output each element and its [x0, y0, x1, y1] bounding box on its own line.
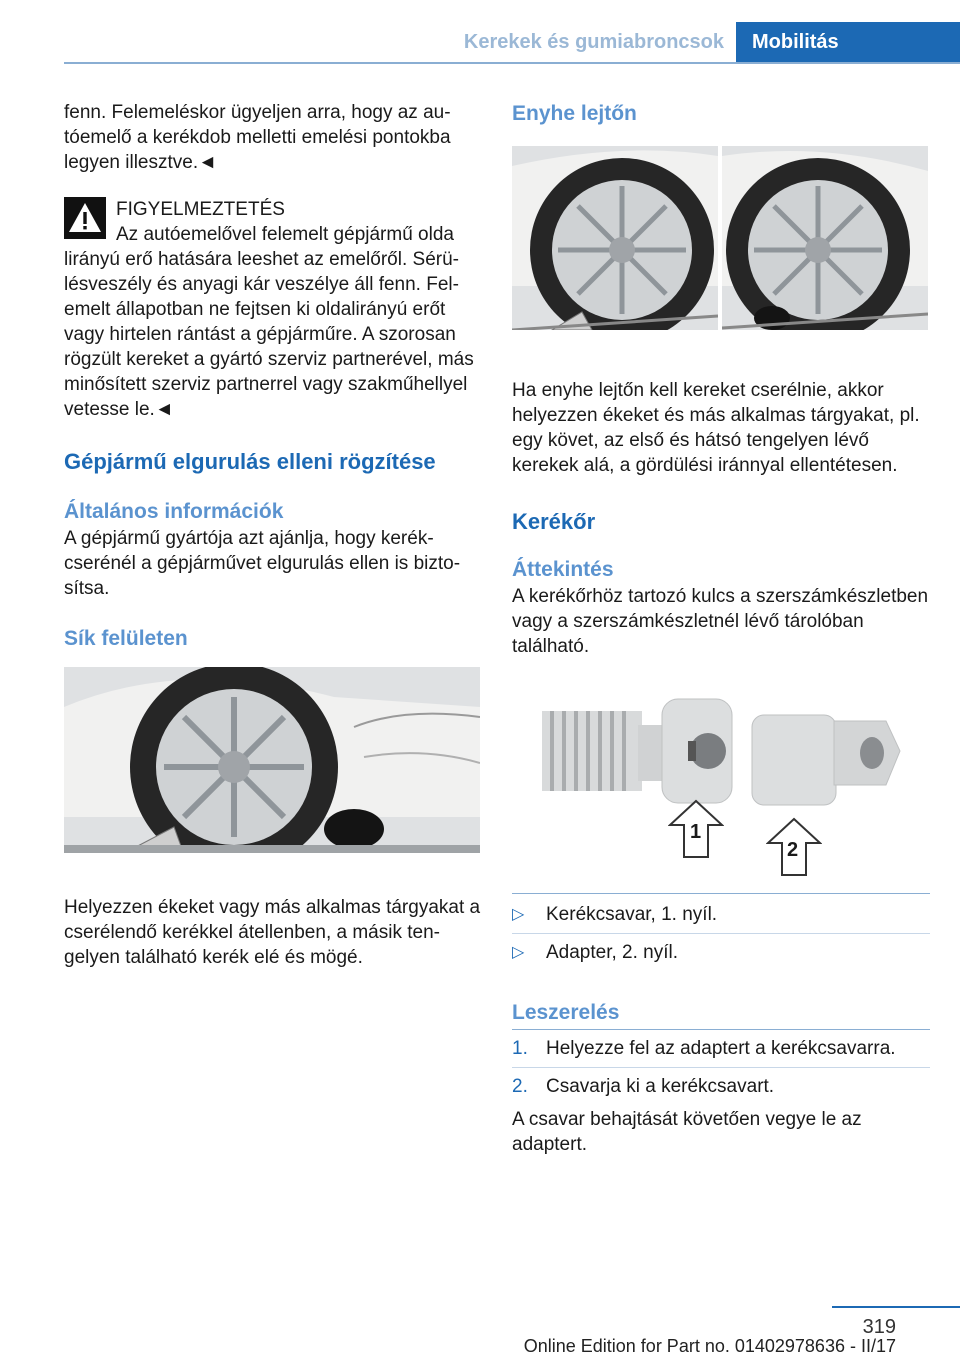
header-rule	[64, 62, 960, 64]
step-number: 1.	[512, 1038, 528, 1059]
arrow-2-icon	[766, 817, 822, 882]
warning-text: lirányú erő hatására leeshet az emelőről. Sérülésveszély és anyagi kár veszélye áll fenn. Felemelt állapotban ne fejtsen ki oldalirányú erőt vagy hirtelen rántást a gépjárműre. A szorosan rögzült kereket a gyártó szerviz partnerével, más minősített szerviz partnerrel vagy szakműhellyel vetesse le.◄	[64, 249, 474, 420]
warning-text-first: Az autóemelővel felemelt gépjármű olda	[116, 224, 454, 245]
warning-block	[64, 197, 482, 422]
heading-slope: Enyhe lejtőn	[512, 102, 637, 125]
triangle-bullet-icon: ▷	[512, 906, 525, 923]
slope-figure-right	[722, 146, 928, 330]
footer-rule	[832, 1306, 960, 1308]
arrow-1-label: 1	[690, 821, 702, 843]
heading-general-info: Általános információk	[64, 500, 284, 523]
list-item	[512, 940, 930, 965]
heading-removal: Leszerelés	[512, 1001, 620, 1024]
arrow-2-label: 2	[787, 839, 799, 861]
warning-title: FIGYELMEZTETÉS	[116, 199, 285, 220]
step-divider	[512, 1067, 930, 1068]
list-item	[512, 902, 930, 927]
right-column	[512, 100, 930, 1157]
overview-paragraph: A kerékőrhöz tartozó kulcs a szerszámkészletben vagy a szerszámkészletnél lévő tárolóban található.	[512, 586, 929, 657]
list-divider	[512, 933, 930, 934]
step-item	[512, 1074, 930, 1099]
step-text: Helyezze fel az adaptert a kerékcsavarra.	[546, 1038, 896, 1059]
general-paragraph: A gépjármű gyártója azt ajánlja, hogy kerékcserénél a gépjárművet elgurulás ellen is biztosítsa.	[64, 528, 461, 599]
removal-steps	[512, 1029, 930, 1099]
list-item-text: Adapter, 2. nyíl.	[546, 942, 679, 963]
arrow-1-icon	[668, 799, 724, 864]
heading-wheel-lock: Kerékőr	[512, 509, 596, 534]
wheel-lock-figure	[512, 681, 930, 881]
slope-paragraph: Ha enyhe lejtőn kell kereket cserélnie, akkor helyezzen ékeket és más alkalmas tárgyakat, pl. egy követ, az első és hátsó tengelyen lévő kerekek alá, a gördülési iránnyal ellentétesen.	[512, 380, 920, 476]
slope-figure-left	[512, 146, 718, 330]
heading-rolling-protection: Gépjármű elgurulás elleni rögzítése	[64, 449, 436, 474]
slope-figure	[512, 146, 930, 330]
intro-paragraph: fenn. Felemeléskor ügyeljen arra, hogy az autóemelő a kerékdob melletti emelési pontokba legyen illesztve.◄	[64, 102, 451, 173]
warning-icon	[64, 197, 106, 239]
step-text: Csavarja ki a kerékcsavart.	[546, 1076, 775, 1097]
flat-surface-figure	[64, 667, 480, 853]
step-number: 2.	[512, 1076, 528, 1097]
page-number: 319	[862, 1316, 896, 1338]
chapter-tab[interactable]: Mobilitás	[736, 22, 960, 62]
left-column	[64, 100, 482, 970]
edition-note: Online Edition for Part no. 01402978636 - II/17	[523, 1336, 896, 1356]
flat-paragraph: Helyezzen ékeket vagy más alkalmas tárgyakat a cserélendő kerékkel átellenben, a másik tengelyen található kerék elé és mögé.	[64, 897, 481, 968]
heading-overview: Áttekintés	[512, 558, 614, 581]
step-item	[512, 1036, 930, 1061]
parts-list	[512, 893, 930, 965]
flat-surface-illustration	[64, 667, 480, 853]
section-tab[interactable]: Kerekek és gumiabroncsok	[463, 30, 724, 53]
list-item-text: Kerékcsavar, 1. nyíl.	[546, 904, 718, 925]
heading-flat-surface: Sík felületen	[64, 627, 188, 650]
removal-note: A csavar behajtását követően vegye le az adaptert.	[512, 1109, 862, 1155]
triangle-bullet-icon: ▷	[512, 944, 525, 961]
